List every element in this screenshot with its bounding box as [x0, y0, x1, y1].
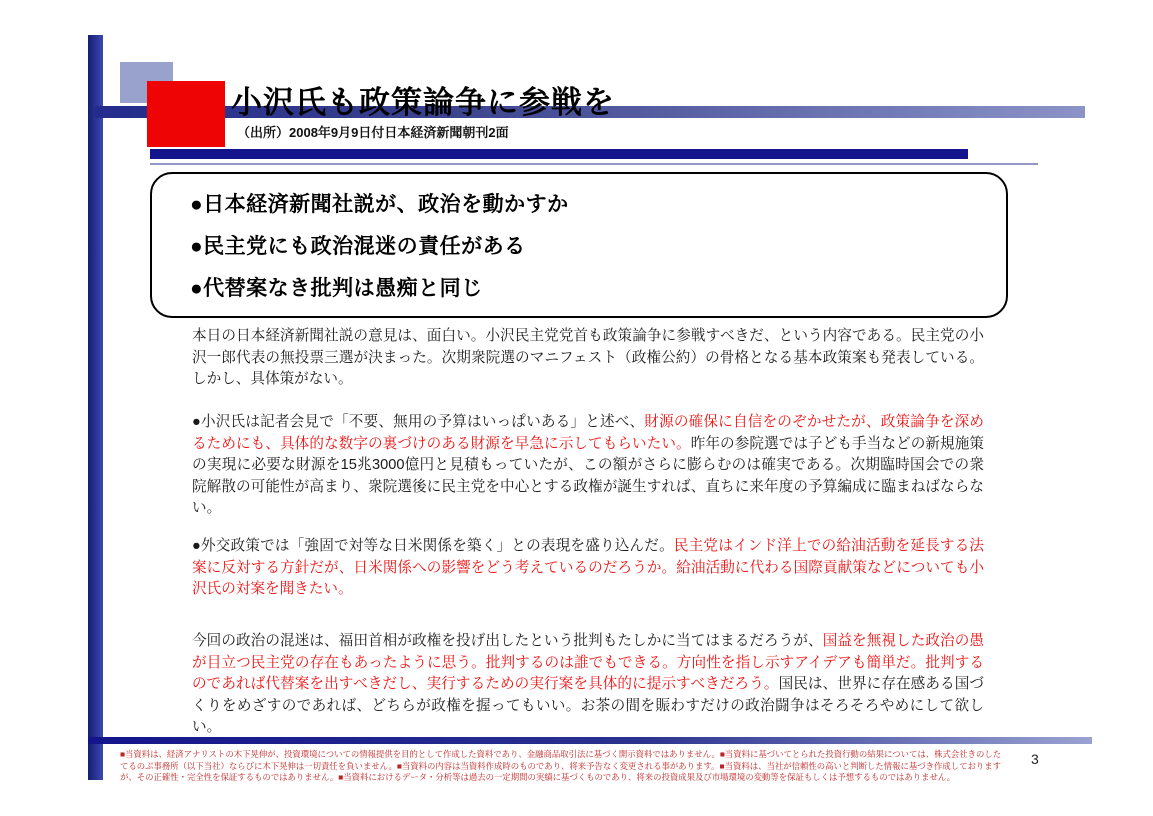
key-point-1: ●日本経済新聞社説が、政治を動かすか [190, 193, 569, 216]
body-paragraph-1 [192, 326, 984, 391]
body-paragraph-3 [192, 536, 984, 601]
footer-disclaimer-line-2: てるのぶ事務所（以下当社）ならびに木下晃伸は一切責任を負いません。■当資料の内容は当資料作成時のものであり、将来予告なく変更される事があります。■当資料は、当社が信頼性の高いと判断した情報に基づき作成しております [120, 760, 1001, 771]
paragraph-segment-black: ●外交政策では「強固で対等な日米関係を築く」との表現を盛り込んだ。 [192, 538, 674, 554]
paragraph-segment-red: 財源の確保に自信をのぞかせたが、政策論争を深めるためにも、具体的な数字の裏づけのある財源を早急に示してもらいたい。 [192, 414, 984, 452]
footer-disclaimer [120, 749, 1025, 784]
page-number: 3 [1031, 751, 1039, 767]
source-citation: （出所）2008年9月9日付日本経済新聞朝刊2面 [237, 125, 509, 140]
paragraph-segment-red: 国益を無視した政治の愚が目立つ民主党の存在もあったように思う。批判するのは誰でもできる。方向性を指し示すアイデアも簡単だ。批判するのであれば代替案を出すべきだし、実行するための実行案を具体的に提示すべきだろう。 [192, 633, 984, 693]
paragraph-segment-black: 本日の日本経済新聞社説の意見は、面白い。小沢民主党党首も政策論争に参戦すべきだ、という内容である。民主党の小沢一郎代表の無投票三選が決まった。次期衆院選のマニフェスト（政権公約）の骨格となる基本政策案も発表している。しかし、具体策がない。 [192, 328, 984, 388]
key-points-box [150, 172, 1008, 318]
body-paragraph-2 [192, 412, 984, 520]
thin-gray-rule [150, 163, 1038, 165]
footer-disclaimer-line-3: が、その正確性・完全性を保証するものではありません。■当資料におけるデータ・分析等は過去の一定期間の実績に基づくものであり、将来の投資成果及び市場環境の変動等を保証もしくは予想するものではありません。 [120, 772, 956, 782]
left-accent-bar [88, 35, 103, 780]
key-point-3: ●代替案なき批判は愚痴と同じ [190, 277, 483, 300]
paragraph-segment-black: 国民は、世界に存在感ある国づくりをめざすのであれば、どちらが政権を握ってもいい。お茶の間を賑わすだけの政治闘争はそろそろやめにして欲しい。 [192, 676, 984, 736]
paragraph-segment-black: ●小沢氏は記者会見で「不要、無用の予算はいっぱいある」と述べ、 [192, 414, 645, 430]
key-point-2: ●民主党にも政治混迷の責任がある [190, 235, 526, 258]
paragraph-segment-black: 今回の政治の混迷は、福田首相が政権を投げ出したという批判もたしかに当てはまるだろうが、 [192, 633, 823, 649]
page-title: 小沢氏も政策論争に参戦を [231, 84, 615, 120]
red-square-decoration [147, 81, 225, 147]
thick-navy-rule [150, 149, 968, 159]
paragraph-segment-black: 昨年の参院選では子ども手当などの新規施策の実現に必要な財源を15兆3000億円と見積もっていたが、この額がさらに膨らむのは確実である。次期臨時国会での衆院解散の可能性が高まり、衆院選後に民主党を中心とする政権が誕生すれば、直ちに来年度の予算編成に臨まねばならない。 [192, 435, 984, 517]
body-paragraph-4 [192, 631, 984, 739]
bottom-gradient-rule [88, 737, 1092, 744]
footer-disclaimer-line-1: ■当資料は、経済アナリストの木下晃伸が、投資環境についての情報提供を目的として作成した資料であり、金融商品取引法に基づく開示資料ではありません。■当資料に基づいてとられた投資行動の結果については、株式会社きのした [120, 749, 1002, 759]
paragraph-segment-red: 民主党はインド洋上での給油活動を延長する法案に反対する方針だが、日米関係への影響をどう考えているのだろうか。給油活動に代わる国際貢献策などについても小沢氏の対案を聞きたい。 [192, 538, 984, 598]
